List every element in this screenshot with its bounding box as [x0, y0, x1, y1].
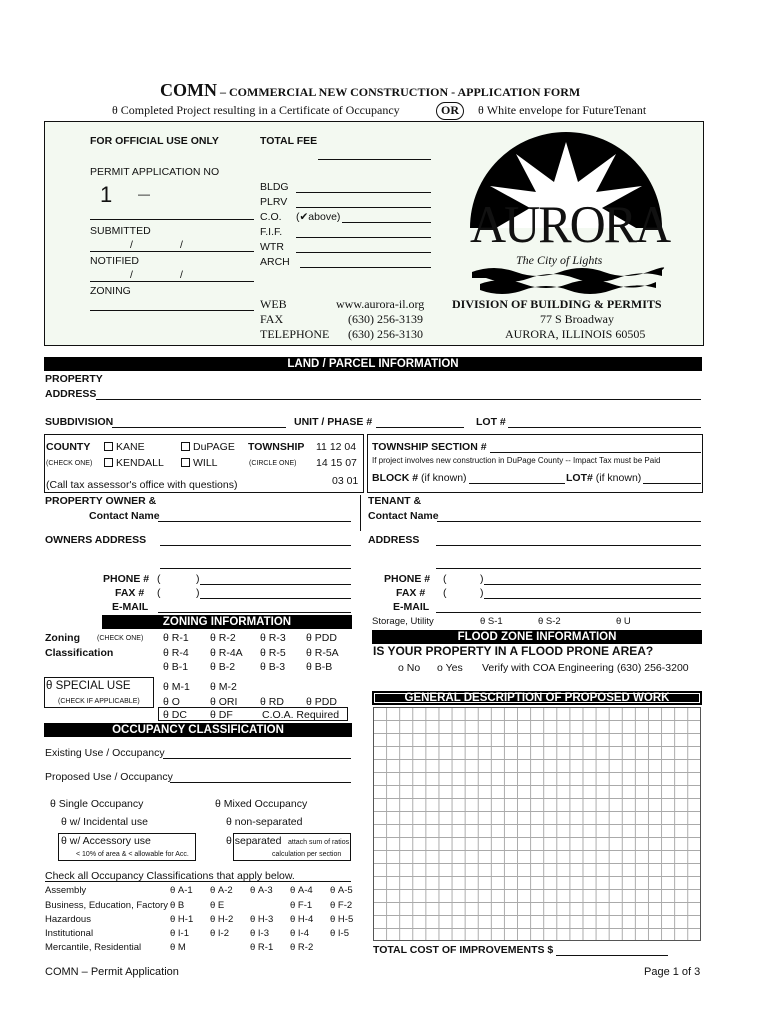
subdivision-label: SUBDIVISION — [45, 416, 114, 428]
submitted-date-line[interactable] — [90, 251, 254, 252]
county-kane[interactable] — [104, 441, 145, 453]
division-city: AURORA, ILLINOIS 60505 — [505, 327, 646, 341]
block-line[interactable] — [469, 483, 565, 484]
county-label: COUNTY — [46, 441, 91, 453]
owner-fax-line[interactable] — [200, 598, 351, 599]
proposed-work-bar: GENERAL DESCRIPTION OF PROPOSED WORK — [372, 691, 702, 705]
tenant-address-line-1[interactable] — [436, 545, 701, 546]
township-label: TOWNSHIP — [248, 441, 305, 453]
occ-opt[interactable]: θ A-3 — [250, 885, 273, 896]
occ-opt[interactable]: θ H-2 — [210, 914, 234, 925]
occ-opt[interactable]: θ A-2 — [210, 885, 233, 896]
fee-arch-line[interactable] — [300, 267, 431, 268]
submitted-slash-1: / — [130, 239, 133, 251]
tenant-email-line[interactable] — [436, 612, 701, 613]
fee-fif: F.I.F. — [260, 226, 283, 238]
fax-label: FAX — [260, 312, 284, 326]
owner-phone-line[interactable] — [200, 584, 351, 585]
form-title — [160, 80, 580, 101]
proposed-use-line[interactable] — [170, 782, 351, 783]
co-note: (✔above) — [296, 211, 341, 223]
separated-note-1: attach sum of ratios — [288, 839, 350, 846]
dupage-checkbox[interactable] — [181, 442, 190, 451]
zoning-opt[interactable]: θ RD — [260, 696, 284, 708]
kane-checkbox[interactable] — [104, 442, 113, 451]
submitted-label: SUBMITTED — [90, 225, 151, 237]
owner-fax-open: ( — [157, 587, 161, 599]
owner-phone-label: PHONE # — [103, 573, 150, 585]
logo-wave-1 — [472, 267, 664, 282]
form-title-rest: – COMMERCIAL NEW CONSTRUCTION - APPLICATION FORM — [217, 85, 581, 99]
fee-arch: ARCH — [260, 256, 290, 268]
work-description-grid[interactable] — [373, 707, 701, 941]
notified-label: NOTIFIED — [90, 255, 139, 267]
lot2-label: LOT# — [566, 472, 593, 484]
logo-tagline: The City of Lights — [516, 253, 603, 267]
permit-app-no-label: PERMIT APPLICATION NO — [90, 166, 220, 178]
zoning-opt[interactable]: θ B-1 — [163, 661, 189, 673]
tenant-contact-line[interactable] — [437, 521, 701, 522]
fee-fif-line[interactable] — [296, 237, 431, 238]
fee-bldg-line[interactable] — [296, 192, 431, 193]
zoning-opt[interactable]: θ R-4A — [210, 647, 243, 659]
storage-s1[interactable]: θ S-1 — [480, 616, 503, 627]
fee-plrv-line[interactable] — [296, 207, 431, 208]
owners-address-label: OWNERS ADDRESS — [45, 534, 147, 546]
zoning-opt[interactable]: θ PDD — [306, 632, 337, 644]
lot-label: LOT # — [476, 416, 506, 428]
zoning-opt[interactable]: θ M-2 — [210, 681, 237, 693]
address-label: ADDRESS — [45, 388, 97, 400]
kendall-checkbox[interactable] — [104, 458, 113, 467]
owner-fax-close: ) — [196, 587, 200, 599]
block-label: BLOCK # — [372, 472, 419, 484]
check-all-underline — [45, 881, 351, 882]
telephone-label: TELEPHONE — [260, 327, 330, 341]
zoning-opt[interactable]: θ O — [163, 696, 180, 708]
occ-opt[interactable]: θ H-1 — [170, 914, 194, 925]
county-check-one: (CHECK ONE) — [46, 460, 93, 467]
logo-wordmark: AURORA — [470, 194, 670, 254]
zoning-opt[interactable]: θ R-3 — [260, 632, 286, 644]
existing-use-label: Existing Use / Occupancy — [45, 747, 165, 759]
tenant-label: TENANT & — [368, 495, 422, 507]
will-label: WILL — [193, 457, 218, 469]
tenant-address-label: ADDRESS — [368, 534, 420, 546]
occ-opt[interactable]: θ I-4 — [290, 928, 310, 939]
tenant-address-line-2[interactable] — [436, 568, 701, 569]
total-fee-line[interactable] — [318, 159, 431, 160]
zoning-dc[interactable]: θ DC — [163, 709, 187, 721]
fax-value: (630) 256-3139 — [348, 312, 423, 326]
separated-note-2: calculation per section — [272, 851, 342, 858]
zoning-check-one: (CHECK ONE) — [97, 635, 144, 642]
occ-opt[interactable]: θ I-5 — [330, 928, 350, 939]
zoning-opt[interactable]: θ R-2 — [210, 632, 236, 644]
occ-opt[interactable]: θ F-2 — [330, 900, 353, 911]
flood-zone-bar: FLOOD ZONE INFORMATION — [372, 630, 702, 644]
lot2-if-known: (if known) — [595, 472, 642, 484]
owners-address-line-1[interactable] — [160, 545, 351, 546]
dupage-impact-note: If project involves new construction in DuPage County -- Impact Tax must be Paid — [372, 456, 661, 465]
owner-tenant-divider — [360, 495, 361, 531]
single-occupancy-option[interactable]: θ Single Occupancy — [50, 798, 144, 810]
township-row-1[interactable]: 11 12 04 — [316, 441, 357, 453]
land-parcel-bar: LAND / PARCEL INFORMATION — [44, 357, 702, 371]
property-owner-label: PROPERTY OWNER & — [45, 495, 157, 507]
notified-date-line[interactable] — [90, 281, 254, 282]
special-use-note: (CHECK IF APPLICABLE) — [58, 698, 140, 705]
zoning-opt[interactable]: θ M-1 — [163, 681, 190, 693]
web-value[interactable]: www.aurora-il.org — [336, 297, 425, 311]
zoning-class-label-2: Classification — [45, 647, 114, 659]
tenant-phone-close: ) — [480, 573, 484, 585]
separated-option[interactable]: θ separated — [226, 835, 282, 847]
county-dupage[interactable] — [181, 441, 235, 453]
occ-row-name: Institutional — [45, 928, 94, 939]
occ-opt[interactable]: θ I-3 — [250, 928, 270, 939]
occ-row-name: Business, Education, Factory — [45, 900, 169, 911]
zoning-class-label-1: Zoning — [45, 632, 80, 644]
unit-phase-label: UNIT / PHASE # — [294, 416, 373, 428]
check-all-label: Check all Occupancy Classifications that apply below. — [45, 870, 295, 882]
occ-opt[interactable]: θ H-4 — [290, 914, 314, 925]
fee-co-line[interactable] — [342, 222, 431, 223]
zoning-label: ZONING — [90, 285, 131, 297]
zoning-opt[interactable]: θ R-4 — [163, 647, 189, 659]
permit-no-dash: — — [138, 187, 150, 201]
township-section-label: TOWNSHIP SECTION # — [372, 441, 487, 453]
occ-row-name: Assembly — [45, 885, 87, 896]
web-label: WEB — [260, 297, 287, 311]
county-will[interactable] — [181, 457, 218, 469]
tenant-fax-close: ) — [480, 587, 484, 599]
block-field — [372, 472, 467, 484]
kendall-label: KENDALL — [116, 457, 164, 469]
option-completed[interactable]: θ Completed Project resulting in a Certificate of Occupancy — [112, 103, 400, 117]
footer-page-number: Page 1 of 3 — [644, 966, 701, 978]
occ-opt[interactable]: θ R-1 — [250, 942, 274, 953]
zoning-opt[interactable]: θ ORI — [210, 696, 238, 708]
property-address-line[interactable] — [96, 399, 701, 400]
occ-opt[interactable]: θ A-1 — [170, 885, 193, 896]
occupancy-bar: OCCUPANCY CLASSIFICATION — [44, 723, 352, 737]
owners-address-line-2[interactable] — [160, 568, 351, 569]
occ-opt[interactable]: θ H-5 — [330, 914, 354, 925]
total-cost-line[interactable] — [556, 955, 668, 956]
occ-opt[interactable]: θ I-1 — [170, 928, 190, 939]
block-if-known: (if known) — [421, 472, 467, 484]
special-use-option[interactable]: θ SPECIAL USE — [46, 680, 131, 692]
zoning-opt[interactable]: θ R-5A — [306, 647, 339, 659]
permit-no-line[interactable] — [90, 219, 254, 220]
occ-opt[interactable]: θ R-2 — [290, 942, 314, 953]
submitted-slash-2: / — [180, 239, 183, 251]
dupage-label: DuPAGE — [193, 441, 235, 453]
zoning-opt[interactable]: θ B-2 — [210, 661, 236, 673]
form-code: COMN — [160, 80, 217, 100]
accessory-note: < 10% of area & < allowable for Acc. — [76, 851, 189, 858]
storage-utility-label: Storage, Utility — [372, 616, 434, 627]
coa-required: C.O.A. Required — [262, 709, 340, 721]
occ-row-name: Mercantile, Residential — [45, 942, 142, 953]
proposed-use-label: Proposed Use / Occupancy — [45, 771, 173, 783]
zoning-line[interactable] — [90, 310, 254, 311]
official-use-label: FOR OFFICIAL USE ONLY — [90, 135, 219, 147]
fee-bldg: BLDG — [260, 181, 289, 193]
owner-fax-label: FAX # — [115, 587, 145, 599]
fee-wtr: WTR — [260, 241, 284, 253]
zoning-opt[interactable]: θ B-3 — [260, 661, 286, 673]
township-section-line[interactable] — [490, 452, 701, 453]
existing-use-line[interactable] — [163, 758, 351, 759]
occ-opt[interactable]: θ B — [170, 900, 185, 911]
lot2-line[interactable] — [643, 483, 701, 484]
zoning-info-bar: ZONING INFORMATION — [102, 615, 352, 629]
owner-contact-line[interactable] — [158, 521, 351, 522]
township-circle-one: (CIRCLE ONE) — [249, 460, 297, 467]
accessory-use-option[interactable]: θ w/ Accessory use — [61, 835, 151, 847]
zoning-df[interactable]: θ DF — [210, 709, 233, 721]
notified-slash-2: / — [180, 269, 183, 281]
occ-opt[interactable]: θ A-4 — [290, 885, 313, 896]
notified-slash-1: / — [130, 269, 133, 281]
incidental-use-option[interactable]: θ w/ Incidental use — [61, 816, 148, 828]
flood-no-option[interactable]: o No — [398, 662, 421, 674]
will-checkbox[interactable] — [181, 458, 190, 467]
tenant-fax-label: FAX # — [396, 587, 426, 599]
total-fee-label: TOTAL FEE — [260, 135, 318, 147]
assessor-note: (Call tax assessor's office with questions) — [46, 479, 238, 491]
total-cost-label: TOTAL COST OF IMPROVEMENTS $ — [373, 944, 554, 956]
telephone-value: (630) 256-3130 — [348, 327, 423, 341]
occ-opt[interactable]: θ I-2 — [210, 928, 230, 939]
zoning-opt[interactable]: θ R-5 — [260, 647, 286, 659]
unit-phase-line[interactable] — [376, 427, 464, 428]
lot-line[interactable] — [508, 427, 701, 428]
owner-contact-label: Contact Name — [89, 510, 160, 522]
tenant-fax-line[interactable] — [484, 598, 701, 599]
zoning-opt[interactable]: θ PDD — [306, 696, 337, 708]
occ-opt[interactable]: θ A-5 — [330, 885, 353, 896]
storage-u[interactable]: θ U — [616, 616, 631, 627]
occ-opt[interactable]: θ F-1 — [290, 900, 313, 911]
occ-opt[interactable]: θ M — [170, 942, 186, 953]
occ-opt[interactable]: θ E — [210, 900, 225, 911]
tenant-email-label: E-MAIL — [393, 601, 430, 613]
property-label: PROPERTY — [45, 373, 103, 385]
owner-phone-open: ( — [157, 573, 161, 585]
owner-email-line[interactable] — [158, 612, 351, 613]
permit-no-value: 1 — [100, 182, 113, 207]
mixed-occupancy-option[interactable]: θ Mixed Occupancy — [215, 798, 308, 810]
fee-plrv: PLRV — [260, 196, 288, 208]
tenant-fax-open: ( — [443, 587, 447, 599]
township-row-2[interactable]: 14 15 07 — [316, 457, 357, 469]
owner-email-label: E-MAIL — [112, 601, 149, 613]
occ-opt[interactable]: θ H-3 — [250, 914, 274, 925]
subdivision-line[interactable] — [112, 427, 286, 428]
fee-wtr-line[interactable] — [296, 252, 431, 253]
fee-co: C.O. — [260, 211, 282, 223]
division-name: DIVISION OF BUILDING & PERMITS — [452, 297, 662, 311]
division-street: 77 S Broadway — [540, 312, 614, 326]
owner-phone-close: ) — [196, 573, 200, 585]
county-kendall[interactable] — [104, 457, 164, 469]
non-separated-option[interactable]: θ non-separated — [226, 816, 303, 828]
tenant-contact-label: Contact Name — [368, 510, 439, 522]
tenant-phone-line[interactable] — [484, 584, 701, 585]
option-white-envelope[interactable]: θ White envelope for FutureTenant — [478, 103, 647, 117]
footer-form-name: COMN – Permit Application — [45, 966, 179, 978]
township-row-3[interactable]: 03 01 — [332, 475, 359, 487]
zoning-opt[interactable]: θ R-1 — [163, 632, 189, 644]
occ-row-name: Hazardous — [45, 914, 91, 925]
tenant-phone-open: ( — [443, 573, 447, 585]
or-label: OR — [436, 102, 464, 120]
flood-question: IS YOUR PROPERTY IN A FLOOD PRONE AREA? — [373, 644, 654, 658]
flood-verify-note: Verify with COA Engineering (630) 256-3200 — [482, 662, 689, 674]
logo-wave-2 — [480, 280, 656, 294]
zoning-opt[interactable]: θ B-B — [306, 661, 333, 673]
storage-s2[interactable]: θ S-2 — [538, 616, 561, 627]
tenant-phone-label: PHONE # — [384, 573, 431, 585]
flood-yes-option[interactable]: o Yes — [437, 662, 463, 674]
lot2-field — [566, 472, 641, 484]
kane-label: KANE — [116, 441, 145, 453]
